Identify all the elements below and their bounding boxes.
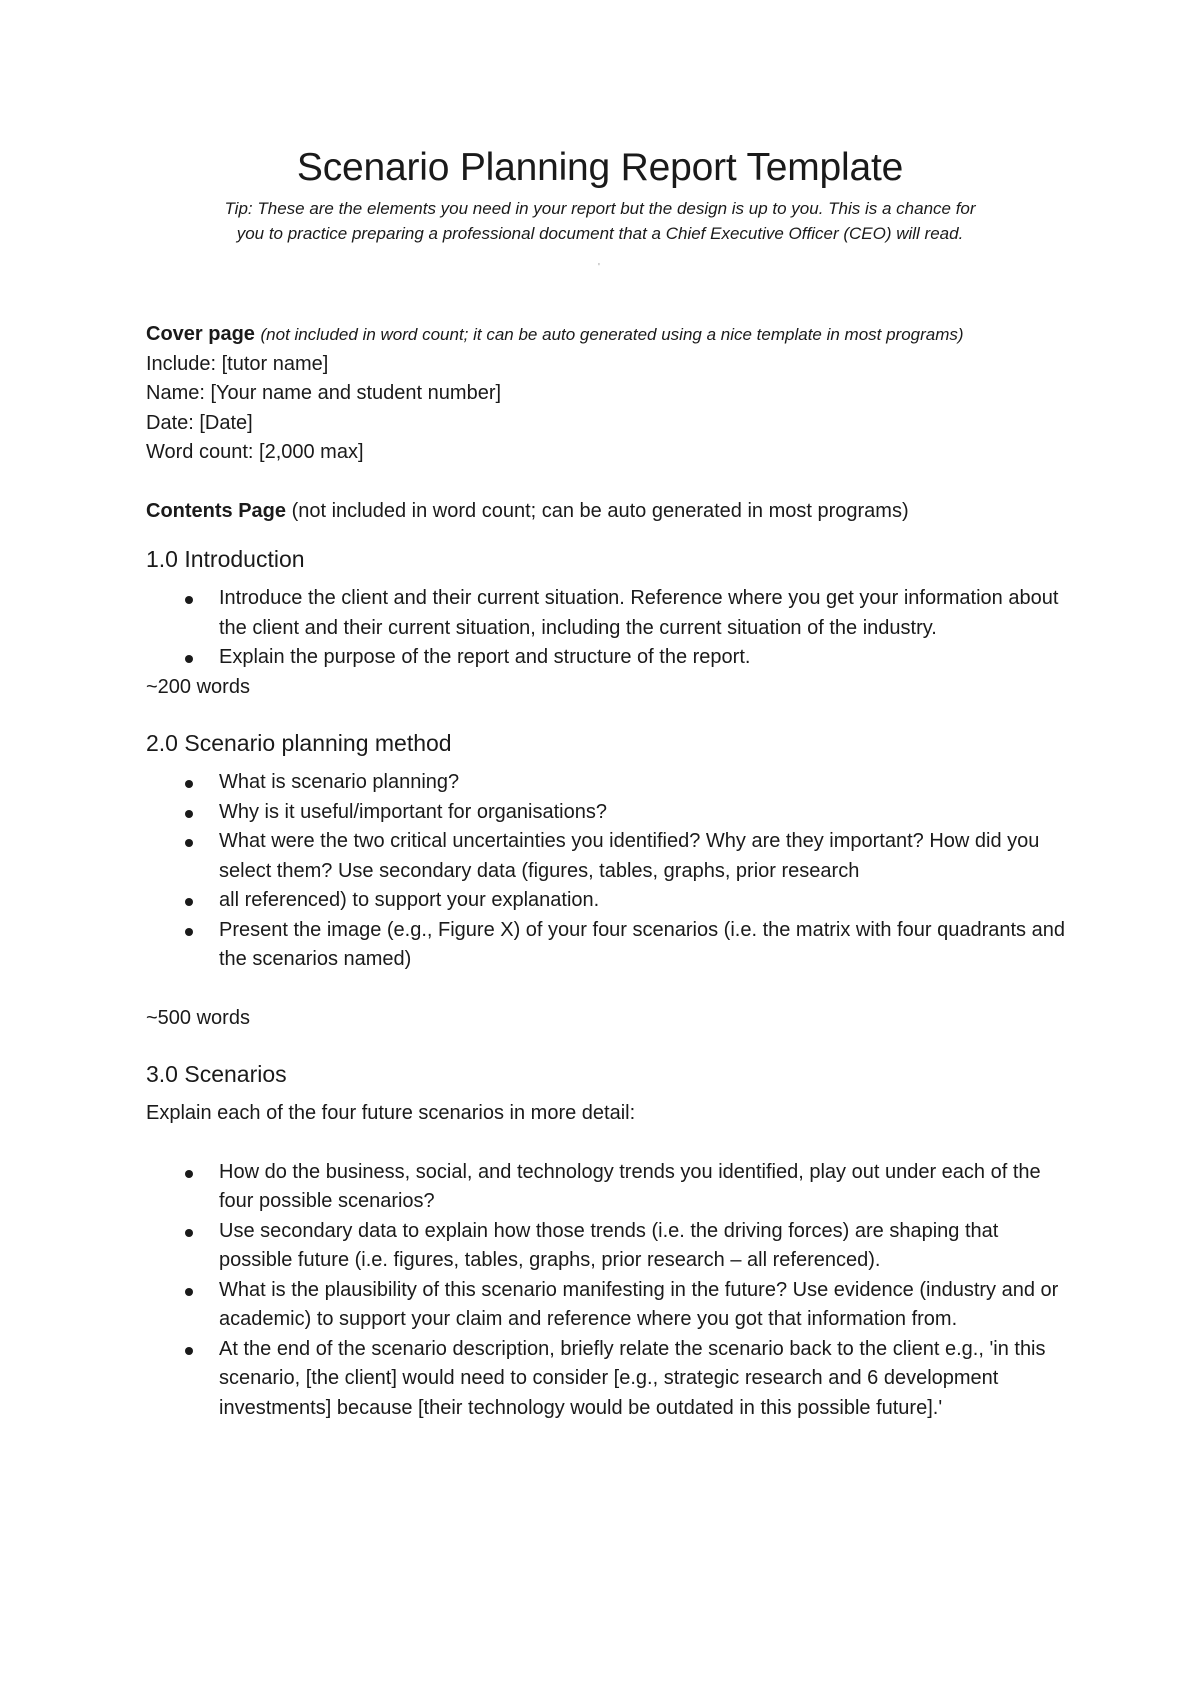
- section-heading-scenarios: 3.0 Scenarios: [146, 1061, 287, 1087]
- list-item: At the end of the scenario description, briefly relate the scenario back to the client e.g., 'in this scenario, [the client] would need to consider [e.g., strategic research and 6 development investments] because [their technology would be outdated in this possible future].': [146, 1335, 1066, 1424]
- method-bullets: [146, 768, 1066, 975]
- introduction-bullets: [146, 584, 1066, 673]
- bullet-icon: [185, 655, 193, 663]
- scenarios-bullets: [146, 1158, 1066, 1424]
- list-item: Introduce the client and their current situation. Reference where you get your information about the client and their current situation, including the current situation of the industry.: [146, 584, 1066, 643]
- contents-page-note: (not included in word count; can be auto generated in most programs): [291, 499, 909, 522]
- document-body: [146, 320, 1066, 1423]
- list-item: all referenced) to support your explanation.: [146, 886, 1066, 916]
- bullet-icon: [185, 810, 193, 818]
- bullet-icon: [185, 928, 193, 936]
- section-heading-introduction: 1.0 Introduction: [146, 546, 305, 572]
- contents-page-line: [146, 497, 1066, 527]
- contents-page-label: Contents Page: [146, 499, 287, 522]
- list-item: Use secondary data to explain how those trends (i.e. the driving forces) are shaping that possible future (i.e. figures, tables, graphs, prior research – all referenced).: [146, 1217, 1066, 1276]
- list-item: How do the business, social, and technology trends you identified, play out under each of the four possible scenarios?: [146, 1158, 1066, 1217]
- document-title: Scenario Planning Report Template: [296, 146, 904, 189]
- bullet-icon: [185, 898, 193, 906]
- list-item: What is scenario planning?: [146, 768, 1066, 798]
- introduction-word-count: ~200 words: [146, 675, 250, 698]
- tip-text: Tip: These are the elements you need in your report but the design is up to you. This is a chance for you to practice preparing a professional document that a Chief Executive Officer (CEO) will read.: [224, 199, 976, 243]
- cover-page-note: (not included in word count; it can be auto generated using a nice template in most programs): [260, 325, 964, 344]
- list-item: Present the image (e.g., Figure X) of your four scenarios (i.e. the matrix with four quadrants and the scenarios named): [146, 916, 1066, 975]
- bullet-icon: [185, 1347, 193, 1355]
- cover-page-line: [146, 320, 1066, 350]
- bullet-icon: [185, 596, 193, 604]
- bullet-icon: [185, 1288, 193, 1296]
- bullet-icon: [185, 1170, 193, 1178]
- scenarios-intro: Explain each of the four future scenarios in more detail:: [146, 1102, 636, 1124]
- stray-mark: ': [598, 262, 600, 273]
- bullet-icon: [185, 839, 193, 847]
- cover-page-label: Cover page: [146, 323, 255, 345]
- list-item: Explain the purpose of the report and structure of the report.: [146, 643, 1066, 673]
- section-heading-method: 2.0 Scenario planning method: [146, 730, 452, 756]
- cover-date-line: Date: [Date]: [146, 411, 253, 434]
- list-item: Why is it useful/important for organisations?: [146, 798, 1066, 828]
- bullet-icon: [185, 1229, 193, 1237]
- method-word-count: ~500 words: [146, 1006, 250, 1029]
- cover-include-line: Include: [tutor name]: [146, 352, 329, 375]
- bullet-icon: [185, 780, 193, 788]
- cover-word-count-line: Word count: [2,000 max]: [146, 441, 364, 463]
- list-item: What were the two critical uncertainties you identified? Why are they important? How did you select them? Use secondary data (figures, tables, graphs, prior research: [146, 827, 1066, 886]
- cover-name-line: Name: [Your name and student number]: [146, 382, 502, 404]
- list-item: What is the plausibility of this scenario manifesting in the future? Use evidence (industry and or academic) to support your claim and reference where you got that information from.: [146, 1276, 1066, 1335]
